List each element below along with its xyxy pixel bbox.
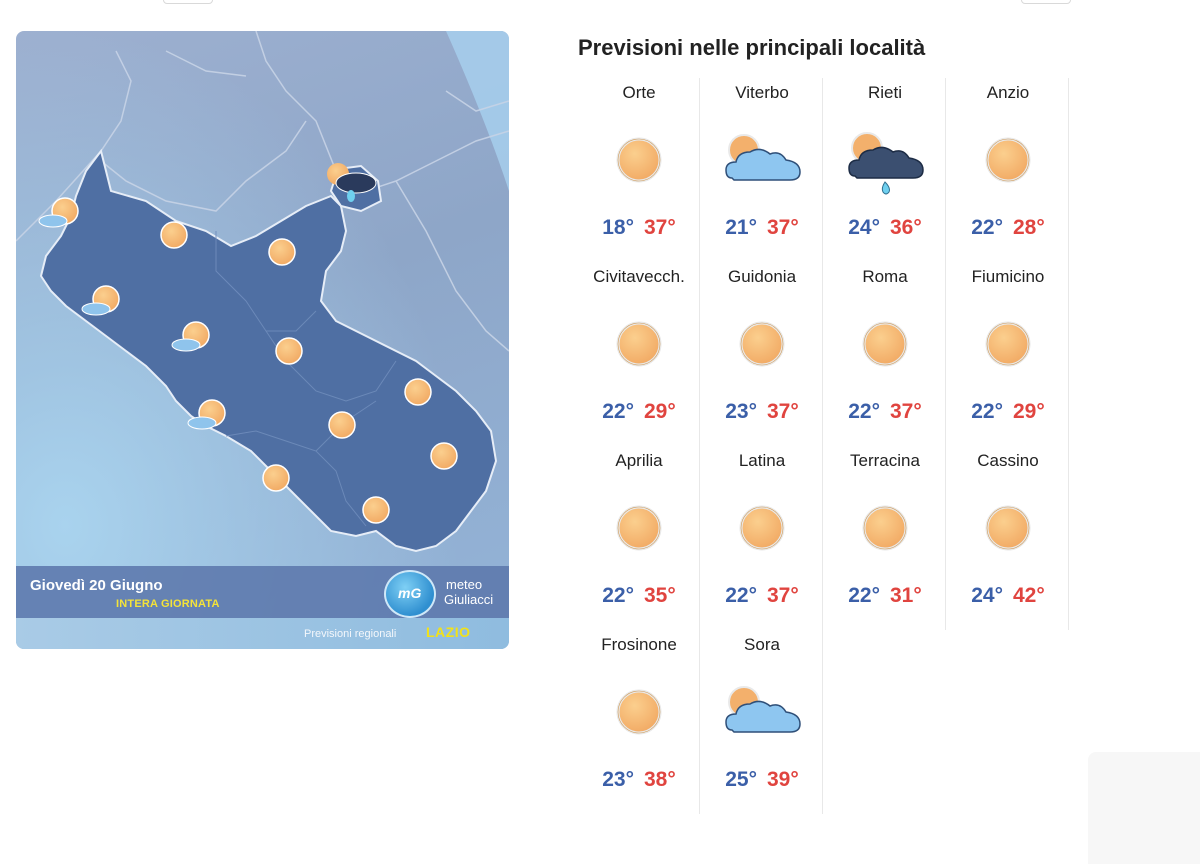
map-icon-sun xyxy=(363,497,389,523)
map-region-bar xyxy=(16,618,509,649)
map-icon-sun xyxy=(269,239,295,265)
storm-cloud-rain-icon xyxy=(845,120,925,200)
max-temperature: 38° xyxy=(644,768,676,791)
max-temperature: 37° xyxy=(644,216,676,239)
max-temperature: 29° xyxy=(1013,400,1045,423)
max-temperature: 31° xyxy=(890,584,922,607)
map-icon-sun xyxy=(161,222,187,248)
logo-text: mG xyxy=(398,585,422,601)
temperature-range xyxy=(578,768,700,792)
brand-line-1: meteo xyxy=(446,577,483,592)
sun-icon xyxy=(968,120,1048,200)
temperature-range xyxy=(824,584,946,608)
map-icon-sun xyxy=(431,443,457,469)
max-temperature: 28° xyxy=(1013,216,1045,239)
top-toolbar-button-right[interactable] xyxy=(1021,0,1071,4)
map-icon-sun xyxy=(405,379,431,405)
max-temperature: 37° xyxy=(890,400,922,423)
max-temperature: 29° xyxy=(644,400,676,423)
max-temperature: 36° xyxy=(890,216,922,239)
min-temperature: 22° xyxy=(848,584,880,607)
temperature-range xyxy=(701,400,823,424)
temperature-range xyxy=(701,768,823,792)
min-temperature: 18° xyxy=(602,216,634,239)
sun-cloud-icon xyxy=(722,120,802,200)
region-name: LAZIO xyxy=(426,624,471,640)
location-cell[interactable] xyxy=(947,262,1069,446)
temperature-range xyxy=(578,584,700,608)
location-name[interactable]: Viterbo xyxy=(735,83,789,102)
min-temperature: 22° xyxy=(848,400,880,423)
location-name[interactable]: Anzio xyxy=(986,83,1030,102)
location-cell[interactable] xyxy=(824,446,946,630)
location-cell[interactable] xyxy=(947,78,1069,262)
location-cell[interactable] xyxy=(701,630,823,814)
temperature-range xyxy=(701,584,823,608)
sun-icon xyxy=(722,304,802,384)
location-cell[interactable] xyxy=(578,446,700,630)
sun-icon xyxy=(845,304,925,384)
location-name[interactable]: Orte xyxy=(622,83,656,102)
max-temperature: 37° xyxy=(767,216,799,239)
min-temperature: 24° xyxy=(848,216,880,239)
location-name[interactable]: Roma xyxy=(862,267,908,286)
location-name[interactable]: Fiumicino xyxy=(971,267,1045,286)
min-temperature: 23° xyxy=(725,400,757,423)
min-temperature: 22° xyxy=(971,400,1003,423)
sun-icon xyxy=(968,488,1048,568)
panel-title: Previsioni nelle principali località xyxy=(578,35,926,60)
map-footer-banner xyxy=(16,566,509,618)
location-cell[interactable] xyxy=(824,262,946,446)
sun-icon xyxy=(599,120,679,200)
lazio-weather-map xyxy=(16,31,509,649)
location-name[interactable]: Rieti xyxy=(867,83,902,102)
temperature-range xyxy=(824,216,946,240)
location-cell[interactable] xyxy=(701,446,823,630)
location-cell[interactable] xyxy=(578,78,700,262)
location-name[interactable]: Cassino xyxy=(977,451,1039,470)
max-temperature: 37° xyxy=(767,400,799,423)
location-name[interactable]: Frosinone xyxy=(601,635,677,654)
location-name[interactable]: Terracina xyxy=(850,451,920,470)
location-cell[interactable] xyxy=(701,262,823,446)
sun-icon xyxy=(722,488,802,568)
temperature-range xyxy=(578,400,700,424)
sun-cloud-icon xyxy=(722,672,802,752)
location-cell[interactable] xyxy=(824,78,946,262)
map-icon-sun xyxy=(329,412,355,438)
min-temperature: 22° xyxy=(602,584,634,607)
meteo-giuliacci-logo xyxy=(384,570,436,618)
map-icon-sun xyxy=(276,338,302,364)
map-period: INTERA GIORNATA xyxy=(116,598,220,610)
min-temperature: 25° xyxy=(725,768,757,791)
temperature-range xyxy=(578,216,700,240)
location-cell[interactable] xyxy=(578,262,700,446)
min-temperature: 22° xyxy=(725,584,757,607)
max-temperature: 37° xyxy=(767,584,799,607)
max-temperature: 39° xyxy=(767,768,799,791)
location-cell[interactable] xyxy=(947,446,1069,630)
temperature-range xyxy=(947,584,1069,608)
location-name[interactable]: Guidonia xyxy=(727,267,797,286)
min-temperature: 21° xyxy=(725,216,757,239)
sun-icon xyxy=(599,304,679,384)
sun-icon xyxy=(599,672,679,752)
temperature-range xyxy=(947,216,1069,240)
map-date: Giovedì 20 Giugno xyxy=(30,577,163,594)
location-cell[interactable] xyxy=(578,630,700,814)
map-icon-sun xyxy=(263,465,289,491)
min-temperature: 24° xyxy=(971,584,1003,607)
max-temperature: 42° xyxy=(1013,584,1045,607)
location-name[interactable]: Latina xyxy=(738,451,786,470)
sun-icon xyxy=(599,488,679,568)
sun-icon xyxy=(968,304,1048,384)
location-cell[interactable] xyxy=(701,78,823,262)
min-temperature: 22° xyxy=(602,400,634,423)
sun-icon xyxy=(845,488,925,568)
temperature-range xyxy=(947,400,1069,424)
location-name[interactable]: Civitavecch. xyxy=(593,267,685,286)
temperature-range xyxy=(824,400,946,424)
min-temperature: 22° xyxy=(971,216,1003,239)
top-toolbar-button-left[interactable] xyxy=(163,0,213,4)
min-temperature: 23° xyxy=(602,768,634,791)
location-name[interactable]: Aprilia xyxy=(615,451,663,470)
brand-line-2: Giuliacci xyxy=(444,592,494,607)
corner-widget xyxy=(1088,752,1200,864)
temperature-range xyxy=(701,216,823,240)
location-name[interactable]: Sora xyxy=(744,635,780,654)
max-temperature: 35° xyxy=(644,584,676,607)
regional-forecast-label: Previsioni regionali xyxy=(304,628,397,640)
lazio-region-map xyxy=(16,31,509,649)
